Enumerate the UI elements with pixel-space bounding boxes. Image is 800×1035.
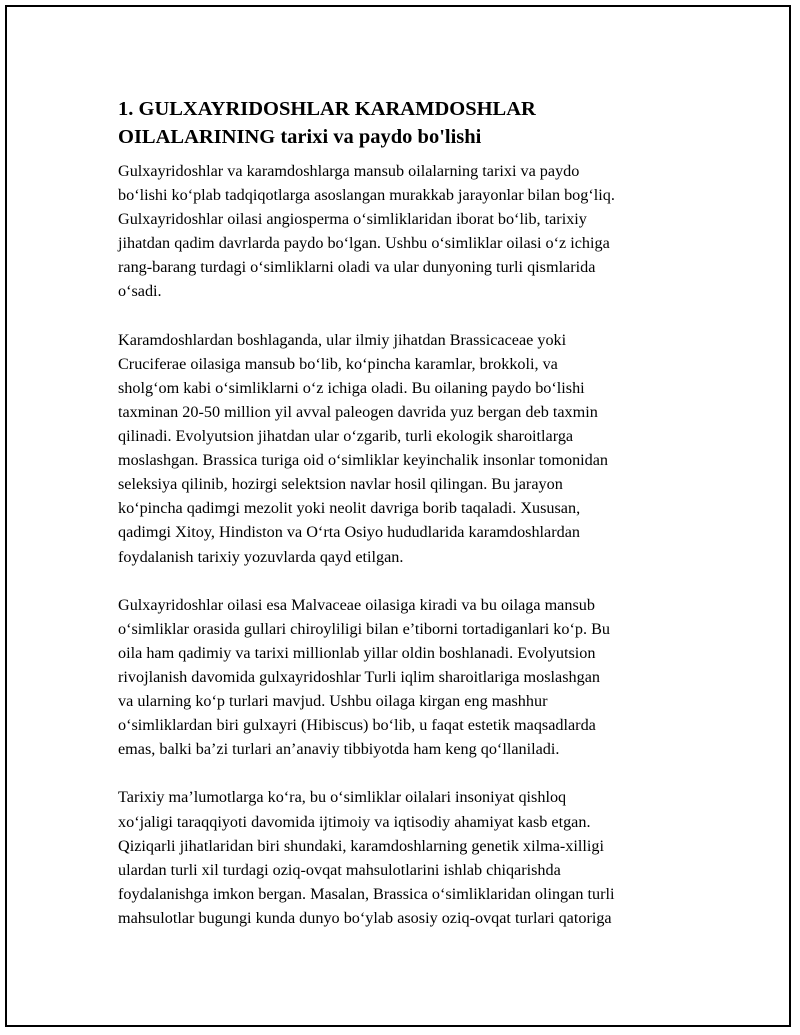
text-line: mahsulotlar bugungi kunda dunyo bo‘ylab asosiy oziq-ovqat turlari qatoriga (118, 908, 612, 927)
heading-line: OILALARINING tarixi va paydo bo'lishi (118, 126, 482, 148)
text-line: moslashgan. Brassica turiga oid o‘simliklar keyinchalik insonlar tomonidan (118, 451, 609, 470)
section-heading (118, 95, 690, 151)
text-line: Cruciferae oilasiga mansub bo‘lib, ko‘pincha karamlar, brokkoli, va (118, 354, 558, 373)
text-line: ulardan turli xil turdagi oziq-ovqat mahsulotlarini ishlab chiqarishda (118, 860, 561, 879)
text-line: jihatdan qadim davrlarda paydo bo‘lgan. Ushbu o‘simliklar oilasi o‘z ichiga (118, 234, 610, 253)
text-line: o‘sadi. (118, 282, 162, 301)
text-line: rang-barang turdagi o‘simliklarni oladi va ular dunyoning turli qismlarida (118, 258, 596, 277)
text-line: Karamdoshlardan boshlaganda, ular ilmiy jihatdan Brassicaceae yoki (118, 330, 567, 349)
text-line: va ularning ko‘p turlari mavjud. Ushbu oilaga kirgan eng mashhur (118, 692, 548, 711)
text-line: o‘simliklardan biri gulxayri (Hibiscus) bo‘lib, u faqat estetik maqsadlarda (118, 716, 596, 735)
document-body (118, 95, 690, 954)
text-line: foydalanish tarixiy yozuvlarda qayd etilgan. (118, 547, 404, 566)
text-line: Gulxayridoshlar oilasi angiosperma o‘simliklaridan iborat bo‘lib, tarixiy (118, 210, 587, 229)
text-line: ko‘pincha qadimgi mezolit yoki neolit davriga borib taqaladi. Xususan, (118, 499, 581, 518)
text-line: qadimgi Xitoy, Hindiston va O‘rta Osiyo hududlarida karamdoshlardan (118, 523, 580, 542)
text-line: sholg‘om kabi o‘simliklarni o‘z ichiga oladi. Bu oilaning paydo bo‘lishi (118, 378, 585, 397)
paragraph-2 (118, 328, 690, 569)
text-line: oila ham qadimiy va tarixi millionlab yillar oldin boshlanadi. Evolyutsion (118, 643, 596, 662)
paragraph-3 (118, 593, 690, 762)
text-line: foydalanishga imkon bergan. Masalan, Brassica o‘simliklaridan olingan turli (118, 884, 615, 903)
text-line: Gulxayridoshlar oilasi esa Malvaceae oilasiga kiradi va bu oilaga mansub (118, 595, 595, 614)
text-line: emas, balki ba’zi turlari an’anaviy tibbiyotda ham keng qo‘llaniladi. (118, 740, 560, 759)
paragraph-1 (118, 159, 690, 304)
text-line: xo‘jaligi taraqqiyoti davomida ijtimoiy va iqtisodiy ahamiyat kasb etgan. (118, 812, 591, 831)
text-line: Qiziqarli jihatlaridan biri shundaki, karamdoshlarning genetik xilma-xilligi (118, 836, 604, 855)
text-line: bo‘lishi ko‘plab tadqiqotlarga asoslangan murakkab jarayonlar bilan bog‘liq. (118, 186, 615, 205)
text-line: Tarixiy ma’lumotlarga ko‘ra, bu o‘simliklar oilalari insoniyat qishloq (118, 788, 567, 807)
text-line: qilinadi. Evolyutsion jihatdan ular o‘zgarib, turli ekologik sharoitlarga (118, 427, 574, 446)
text-line: seleksiya qilinib, hozirgi selektsion navlar hosil qilingan. Bu jarayon (118, 475, 563, 494)
paragraph-4 (118, 785, 690, 930)
text-line: rivojlanish davomida gulxayridoshlar Turli iqlim sharoitlariga moslashgan (118, 667, 600, 686)
heading-line: 1. GULXAYRIDOSHLAR KARAMDOSHLAR (118, 98, 536, 120)
text-line: o‘simliklar orasida gullari chiroyliligi bilan e’tiborni tortadiganlari ko‘p. Bu (118, 619, 610, 638)
text-line: Gulxayridoshlar va karamdoshlarga mansub oilalarning tarixi va paydo (118, 162, 580, 180)
text-line: taxminan 20-50 million yil avval paleogen davrida yuz bergan deb taxmin (118, 402, 598, 421)
